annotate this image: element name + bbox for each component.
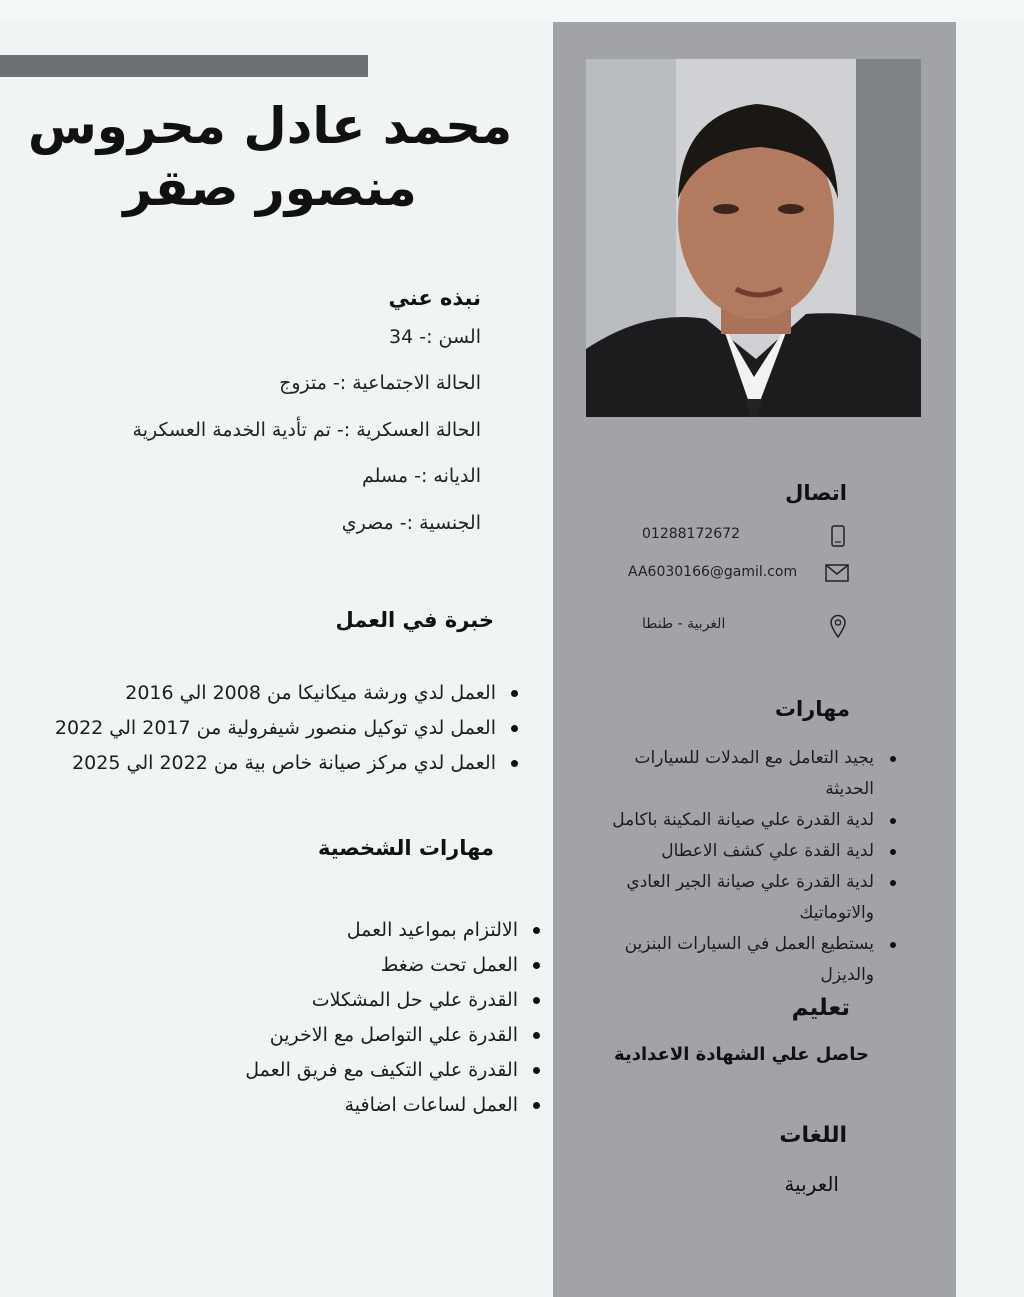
list-item: العمل تحت ضغط bbox=[204, 948, 544, 983]
accent-bar bbox=[0, 55, 368, 77]
experience-title: خبرة في العمل bbox=[335, 608, 494, 632]
portrait-image bbox=[586, 59, 921, 417]
about-age: السن :- 34 bbox=[388, 326, 481, 348]
list-item: لدية القدة علي كشف الاعطال bbox=[597, 836, 902, 867]
list-item: الالتزام بمواعيد العمل bbox=[204, 913, 544, 948]
about-religion: الديانه :- مسلم bbox=[362, 465, 481, 487]
skills-title: مهارات bbox=[774, 697, 850, 721]
list-item: لدية القدرة علي صيانة المكينة باكامل bbox=[597, 805, 902, 836]
address-text: الغربية - طنطا bbox=[642, 616, 726, 632]
email-address[interactable]: AA6030166@gamil.com bbox=[628, 564, 798, 580]
about-military-status: الحالة العسكرية :- تم تأدية الخدمة العسكرية bbox=[132, 419, 481, 441]
list-item: العمل لدي مركز صيانة خاص بية من 2022 الي 2025 bbox=[42, 746, 522, 781]
languages-value: العربية bbox=[784, 1172, 839, 1196]
name-line-2: منصور صقر bbox=[123, 159, 417, 217]
phone-icon bbox=[831, 525, 845, 547]
skills-list bbox=[597, 743, 902, 991]
education-value: حاصل علي الشهادة الاعدادية bbox=[614, 1044, 869, 1065]
list-item: القدرة علي التواصل مع الاخرين bbox=[204, 1018, 544, 1053]
personal-skills-list bbox=[204, 913, 544, 1123]
list-item: العمل لدي توكيل منصور شيفرولية من 2017 الي 2022 bbox=[42, 711, 522, 746]
languages-title: اللغات bbox=[779, 1123, 847, 1148]
education-title: تعليم bbox=[791, 995, 850, 1021]
contact-phone bbox=[642, 526, 740, 542]
list-item: يستطيع العمل في السيارات البنزين والديزل bbox=[597, 929, 902, 991]
mail-icon bbox=[825, 564, 849, 582]
personal-skills-title: مهارات الشخصية bbox=[317, 836, 494, 860]
name-line-1: محمد عادل محروس bbox=[27, 97, 513, 155]
list-item: يجيد التعامل مع المدلات للسيارات الحديثة bbox=[597, 743, 902, 805]
list-item: العمل لساعات اضافية bbox=[204, 1088, 544, 1123]
about-nationality: الجنسية :- مصري bbox=[341, 512, 481, 534]
full-name bbox=[0, 95, 540, 219]
list-item: العمل لدي ورشة ميكانيكا من 2008 الي 2016 bbox=[42, 676, 522, 711]
profile-photo bbox=[586, 59, 921, 417]
list-item: لدية القدرة علي صيانة الجير العادي والاتوماتيك bbox=[597, 867, 902, 929]
location-pin-icon bbox=[829, 614, 847, 638]
about-title: نبذه عني bbox=[388, 286, 481, 310]
contact-address bbox=[642, 616, 725, 632]
experience-list bbox=[42, 676, 522, 781]
contact-email bbox=[628, 564, 797, 580]
about-marital-status: الحالة الاجتماعية :- متزوج bbox=[279, 372, 481, 394]
phone-number[interactable]: 01288172672 bbox=[642, 526, 740, 542]
list-item: القدرة علي حل المشكلات bbox=[204, 983, 544, 1018]
contact-title: اتصال bbox=[785, 481, 847, 505]
list-item: القدرة علي التكيف مع فريق العمل bbox=[204, 1053, 544, 1088]
